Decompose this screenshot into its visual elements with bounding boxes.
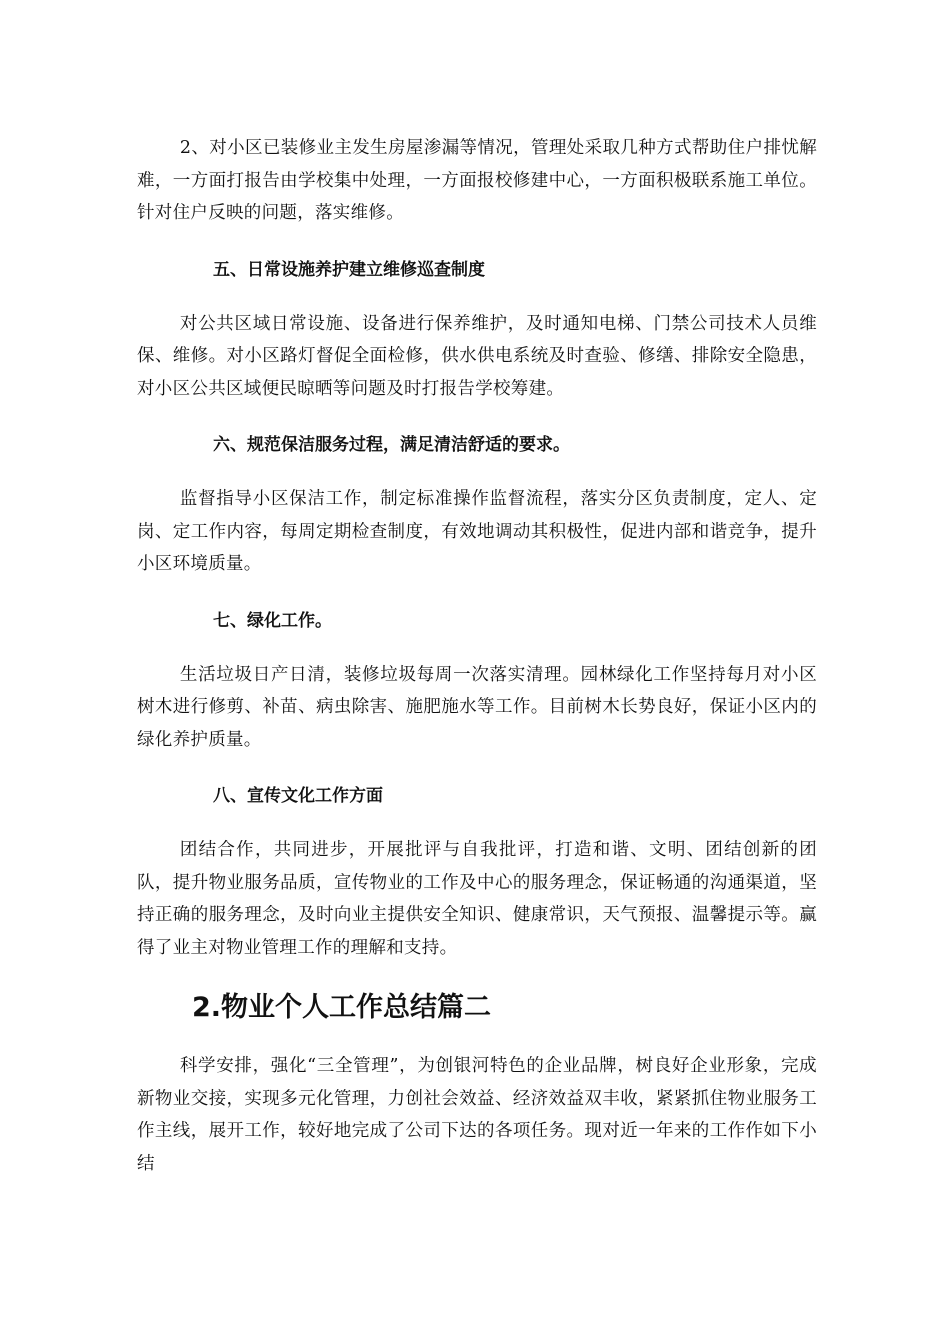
paragraph-summary-intro: 科学安排，强化“三全管理”，为创银河特色的企业品牌，树良好企业形象，完成新物业交接，实现多元化管理，力创社会效益、经济效益双丰收，紧紧抓住物业服务工作主线，展开工作，较好地完成了公司下达的各项任务。现对近一年来的工作作如下小结 [137, 1056, 817, 1174]
section-title-part-two: 2.物业个人工作总结篇二 [192, 992, 492, 1023]
paragraph-leak-repair: 2、对小区已装修业主发生房屋渗漏等情况，管理处采取几种方式帮助住户排忧解难，一方面打报告由学校集中处理，一方面报校修建中心，一方面积极联系施工单位。针对住户反映的问题，落实维修。 [137, 138, 817, 223]
paragraph-greening: 生活垃圾日产日清，装修垃圾每周一次落实清理。园林绿化工作坚持每月对小区树木进行修剪、补苗、病虫除害、施肥施水等工作。目前树木长势良好，保证小区内的绿化养护质量。 [137, 664, 817, 750]
heading-section-5: 五、日常设施养护建立维修巡查制度 [213, 259, 485, 280]
document-page [137, 132, 817, 1180]
paragraph-publicity: 团结合作，共同进步，开展批评与自我批评，打造和谐、文明、团结创新的团队，提升物业服务品质，宣传物业的工作及中心的服务理念，保证畅通的沟通渠道，坚持正确的服务理念，及时向业主提供安全知识、健康常识，天气预报、温馨提示等。赢得了业主对物业管理工作的理解和支持。 [137, 840, 817, 958]
paragraph-cleaning: 监督指导小区保洁工作，制定标准操作监督流程，落实分区负责制度，定人、定岗、定工作内容，每周定期检查制度，有效地调动其积极性，促进内部和谐竞争，提升小区环境质量。 [137, 489, 817, 574]
paragraph-facility-maintenance: 对公共区域日常设施、设备进行保养维护，及时通知电梯、门禁公司技术人员维保、维修。对小区路灯督促全面检修，供水供电系统及时查验、修缮、排除安全隐患，对小区公共区域便民晾晒等问题及时打报告学校筹建。 [137, 313, 817, 399]
heading-section-6: 六、规范保洁服务过程，满足清洁舒适的要求。 [213, 435, 570, 455]
heading-section-8: 八、宣传文化工作方面 [213, 786, 383, 806]
heading-section-7: 七、绿化工作。 [213, 610, 332, 631]
